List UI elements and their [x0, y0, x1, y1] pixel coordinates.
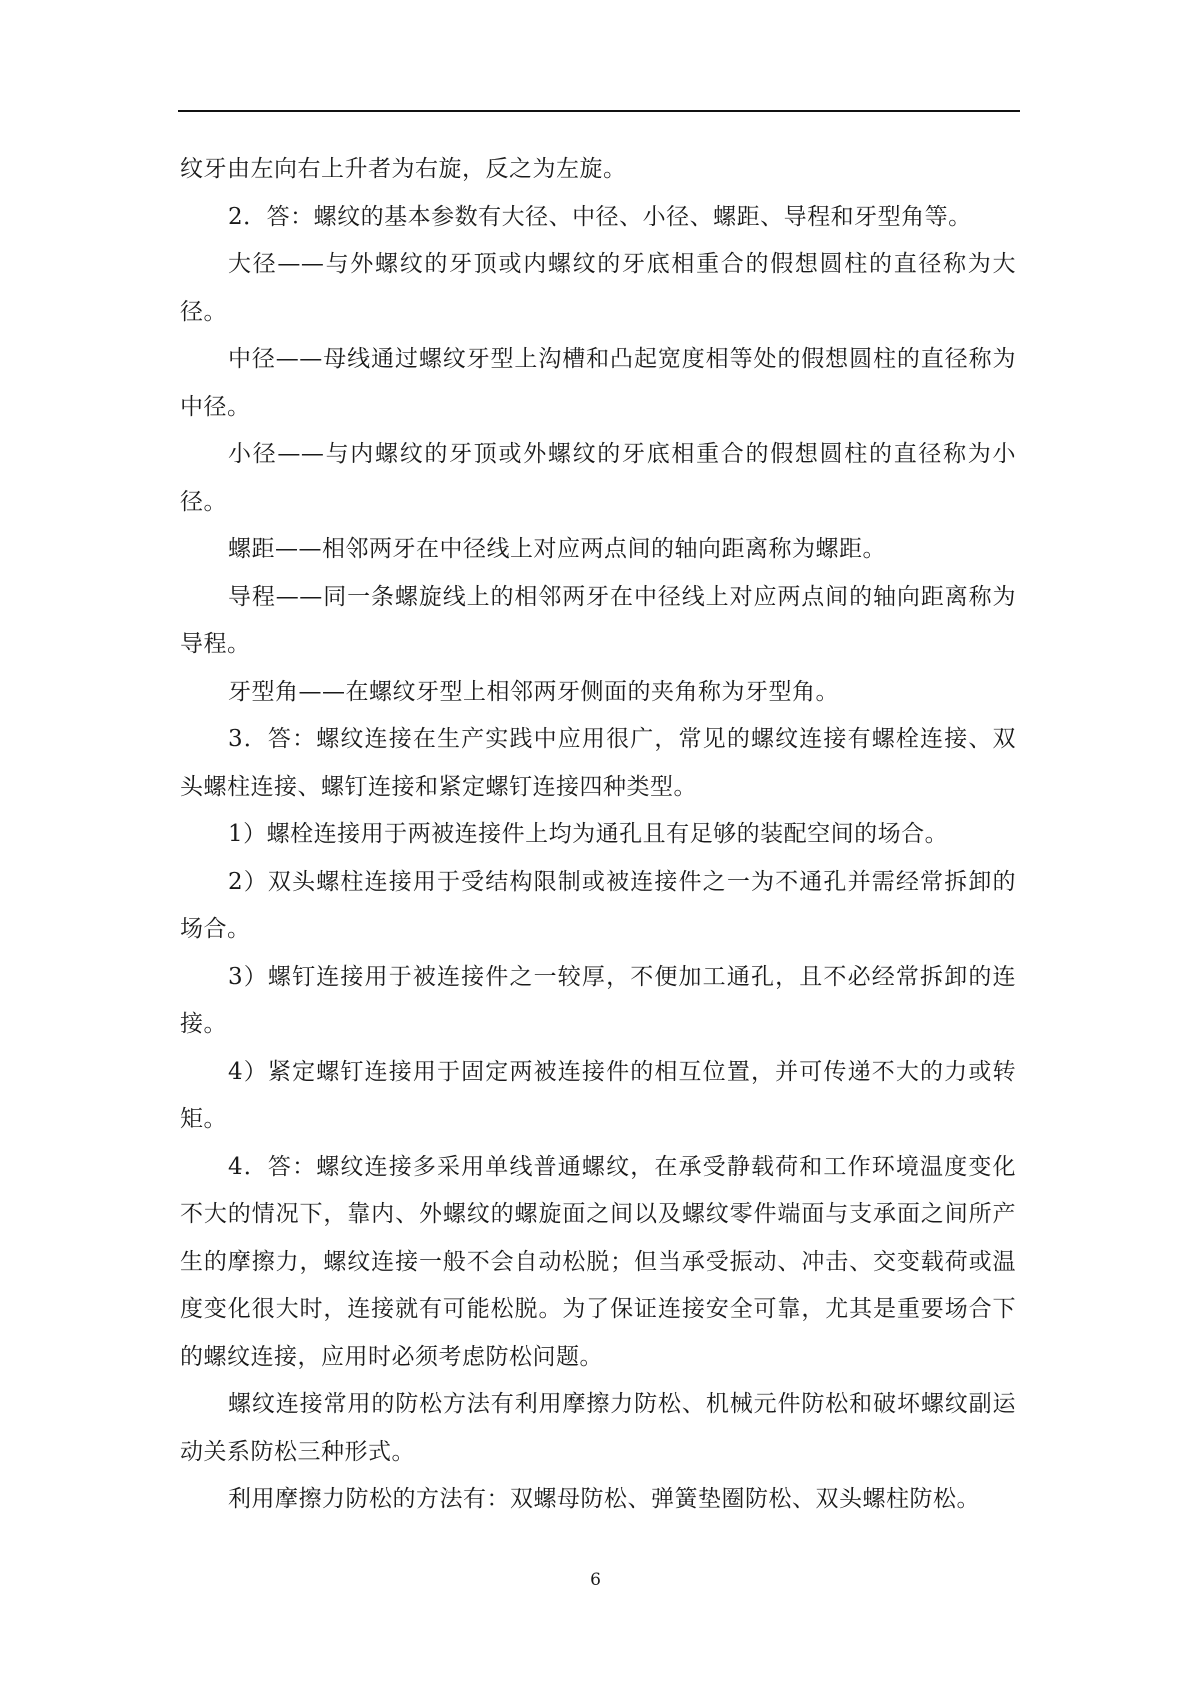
- answer-2-paragraph: 2．答：螺纹的基本参数有大径、中径、小径、螺距、导程和牙型角等。: [228, 203, 972, 230]
- definition-pitch-diameter: 中径——母线通过螺纹牙型上沟槽和凸起宽度相等处的假想圆柱的直径称为中径。: [180, 346, 1016, 420]
- list-item-screw-connection: 3）螺钉连接用于被连接件之一较厚，不便加工通孔，且不必经常拆卸的连接。: [180, 963, 1016, 1037]
- definition-major-diameter: 大径——与外螺纹的牙顶或内螺纹的牙底相重合的假想圆柱的直径称为大径。: [180, 251, 1016, 325]
- answer-3-paragraph: 3．答：螺纹连接在生产实践中应用很广，常见的螺纹连接有螺栓连接、双头螺柱连接、螺钉连接和紧定螺钉连接四种类型。: [180, 726, 1016, 800]
- definition-thread-angle: 牙型角——在螺纹牙型上相邻两牙侧面的夹角称为牙型角。: [228, 678, 839, 705]
- body-text: [180, 146, 1016, 1524]
- answer-4-paragraph: 4．答：螺纹连接多采用单线普通螺纹，在承受静载荷和工作环境温度变化不大的情况下，靠内、外螺纹的螺旋面之间以及螺纹零件端面与支承面之间所产生的摩擦力，螺纹连接一般不会自动松脱；但当承受振动、冲击、交变载荷或温度变化很大时，连接就有可能松脱。为了保证连接安全可靠，尤其是重要场合下的螺纹连接，应用时必须考虑防松问题。: [180, 1153, 1016, 1370]
- anti-loosening-methods-paragraph: 螺纹连接常用的防松方法有利用摩擦力防松、机械元件防松和破坏螺纹副运动关系防松三种形式。: [180, 1391, 1016, 1465]
- list-item-bolt-connection: 1）螺栓连接用于两被连接件上均为通孔且有足够的装配空间的场合。: [228, 821, 949, 847]
- list-item-set-screw-connection: 4）紧定螺钉连接用于固定两被连接件的相互位置，并可传递不大的力或转矩。: [180, 1058, 1016, 1132]
- definition-minor-diameter: 小径——与内螺纹的牙顶或外螺纹的牙底相重合的假想圆柱的直径称为小径。: [180, 441, 1016, 515]
- definition-lead: 导程——同一条螺旋线上的相邻两牙在中径线上对应两点间的轴向距离称为导程。: [180, 583, 1016, 657]
- list-item-stud-connection: 2）双头螺柱连接用于受结构限制或被连接件之一为不通孔并需经常拆卸的场合。: [180, 868, 1016, 942]
- paragraph-continuation: 纹牙由左向右上升者为右旋，反之为左旋。: [180, 156, 627, 182]
- friction-anti-loosening-paragraph: 利用摩擦力防松的方法有：双螺母防松、弹簧垫圈防松、双头螺柱防松。: [228, 1486, 980, 1512]
- page-number: 6: [590, 1570, 601, 1590]
- definition-pitch: 螺距——相邻两牙在中径线上对应两点间的轴向距离称为螺距。: [228, 536, 886, 562]
- header-rule: [178, 110, 1020, 112]
